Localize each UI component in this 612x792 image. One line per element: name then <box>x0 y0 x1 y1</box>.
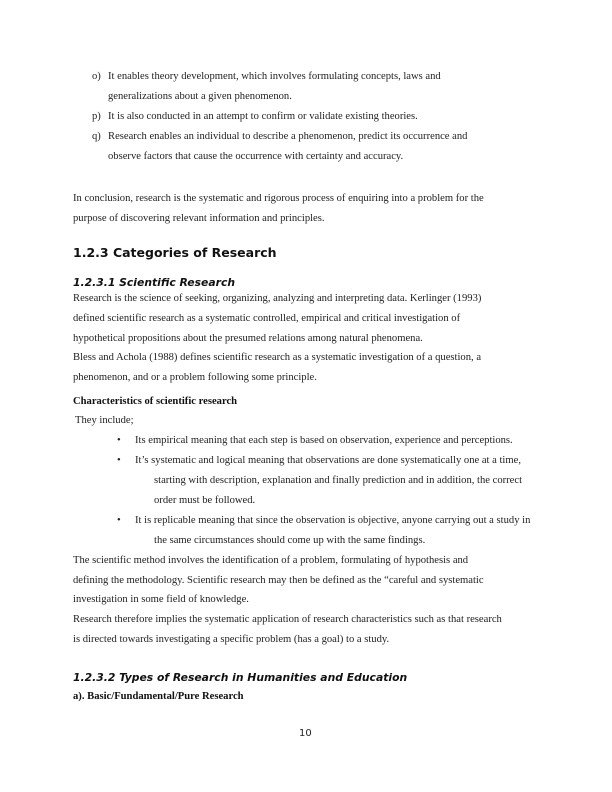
paragraph-line: is directed towards investigating a specific problem (has a goal) to a study. <box>73 634 390 645</box>
they-include-text: They include; <box>75 415 134 426</box>
bullet-icon: • <box>117 515 121 526</box>
conclusion-text: purpose of discovering relevant information and principles. <box>73 213 325 224</box>
paragraph-line: phenomenon, and or a problem following some principle. <box>73 372 317 383</box>
list-item-text: It is also conducted in an attempt to confirm or validate existing theories. <box>108 111 418 122</box>
page-number: 10 <box>299 728 312 739</box>
paragraph-line: investigation in some field of knowledge. <box>73 594 249 605</box>
paragraph-line: Research is the science of seeking, organizing, analyzing and interpreting data. Kerlinger (1993) <box>73 293 482 304</box>
bullet-text: starting with description, explanation and finally prediction and in addition, the correct <box>154 475 523 486</box>
bullet-text: Its empirical meaning that each step is based on observation, experience and perceptions. <box>135 435 513 446</box>
list-item-text: Research enables an individual to describe a phenomenon, predict its occurrence and <box>108 131 468 142</box>
conclusion-text: In conclusion, research is the systematic and rigorous process of enquiring into a problem for the <box>73 193 484 204</box>
bullet-text: order must be followed. <box>154 495 256 506</box>
bullet-text: It’s systematic and logical meaning that observations are done systematically one at a time, <box>135 455 521 466</box>
paragraph-line: defined scientific research as a systematic controlled, empirical and critical investigation of <box>73 313 461 324</box>
bullet-text: the same circumstances should come up with the same findings. <box>154 535 426 546</box>
bullet-text: It is replicable meaning that since the observation is objective, anyone carrying out a study in <box>135 515 531 526</box>
bullet-icon: • <box>117 435 121 446</box>
paragraph-line: The scientific method involves the identification of a problem, formulating of hypothesis and <box>73 555 469 566</box>
paragraph-line: defining the methodology. Scientific research may then be defined as the “careful and systematic <box>73 575 484 586</box>
characteristics-heading: Characteristics of scientific research <box>73 396 238 407</box>
list-marker: p) <box>92 111 101 122</box>
list-marker: q) <box>92 131 101 142</box>
list-marker: o) <box>92 71 101 82</box>
subsection-heading: 1.2.3.1 Scientific Research <box>73 276 236 289</box>
list-item-text: generalizations about a given phenomenon. <box>108 91 292 102</box>
subheading: a). Basic/Fundamental/Pure Research <box>73 691 244 702</box>
list-item-text: observe factors that cause the occurrence with certainty and accuracy. <box>108 151 404 162</box>
list-item-text: It enables theory development, which involves formulating concepts, laws and <box>108 71 441 82</box>
paragraph-line: Bless and Achola (1988) defines scientific research as a systematic investigation of a question, a <box>73 352 482 363</box>
section-heading: 1.2.3 Categories of Research <box>73 245 277 260</box>
bullet-icon: • <box>117 455 121 466</box>
paragraph-line: hypothetical propositions about the presumed relations among natural phenomena. <box>73 333 423 344</box>
paragraph-line: Research therefore implies the systematic application of research characteristics such as that research <box>73 614 502 625</box>
subsection-heading: 1.2.3.2 Types of Research in Humanities and Education <box>73 671 408 684</box>
